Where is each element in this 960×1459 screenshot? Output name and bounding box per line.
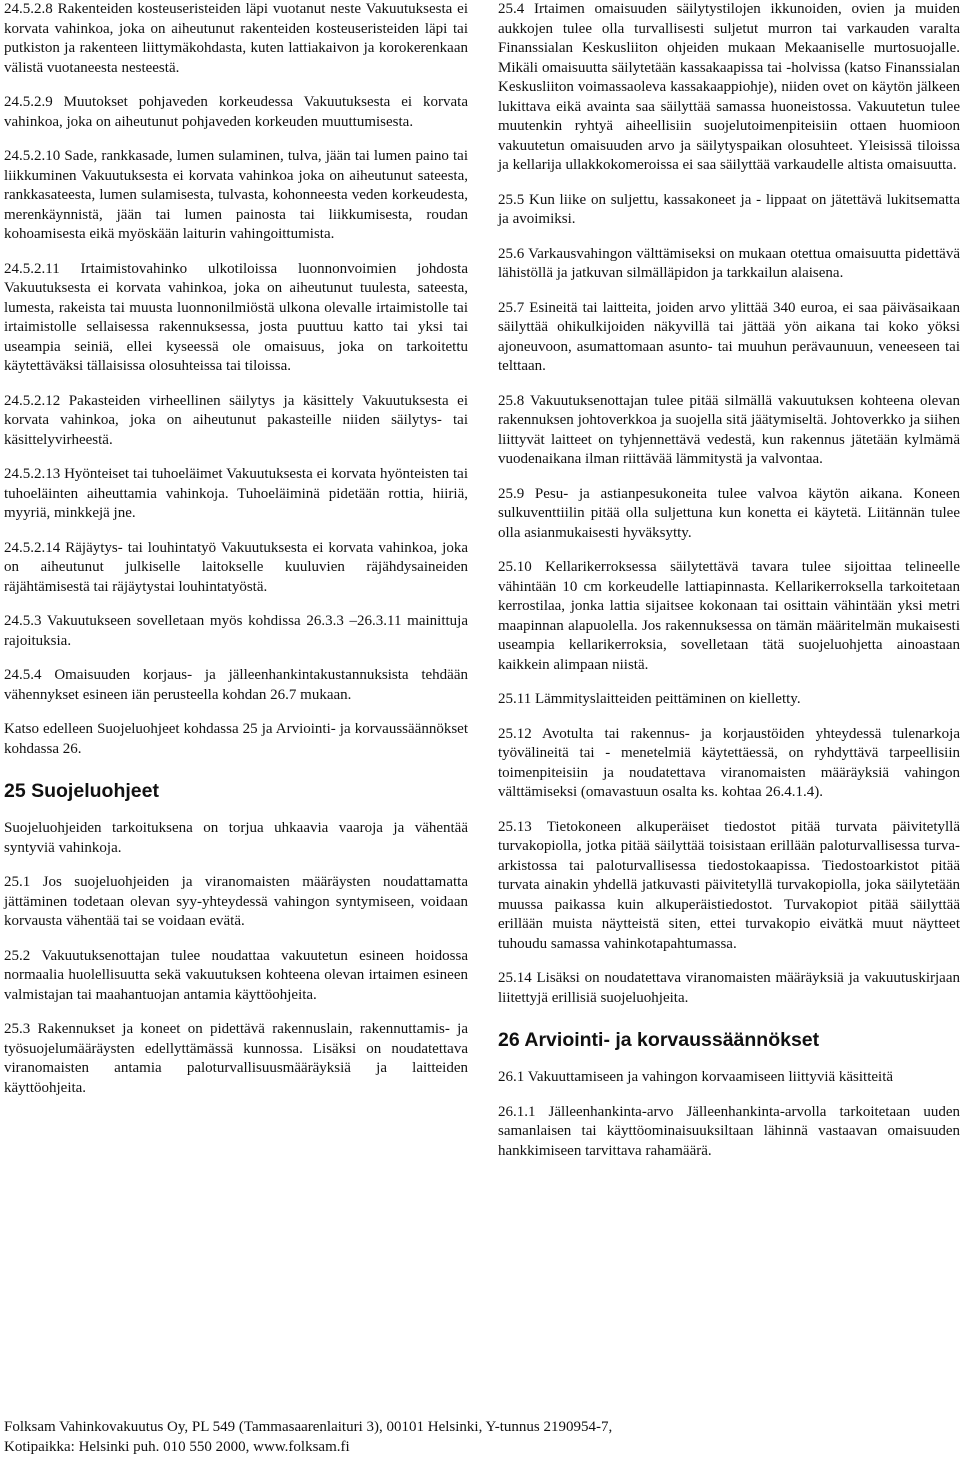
footer-line-contact: Kotipaikka: Helsinki puh. 010 550 2000, www.folksam.fi [4,1439,350,1455]
paragraph-25-10: 25.10 Kellarikerroksessa säilytettävä tavara tulee sijoittaa telineelle vähintään 10 cm korkeudelle lattiapinnasta. Kellarikerroksella tarkoitetaan kerrostilaa, jonka lattia sijaitsee kokonaan tai osittain vähintään yksi metri maapinnan alapuolella. Jos rakennuksessa on tämän määritelmän mukaisesti useampia kellarikerroksia, sovelletaan tätä suojeluohjetta ainoastaan kaikkein alimpaan niistä. [498,559,960,673]
paragraph-25-7: 25.7 Esineitä tai laitteita, joiden arvo ylittää 340 euroa, ei saa päiväsaikaan säilyttää ohikulkijoiden näkyvillä tai jättää yön aikana tai koko yöksi ajoneuvoon, asumattomaan asunto- tai muuhun perävaunuun, veneeseen tai telttaan. [498,299,960,374]
paragraph-24-5-2-9: 24.5.2.9 Muutokset pohjaveden korkeudessa Vakuutuksesta ei korvata vahinkoa, joka on aiheutunut pohjaveden korkeuden muuttumisesta. [4,94,468,130]
left-column [4,0,468,1098]
paragraph-25-12: 25.12 Avotulta tai rakennus- ja korjaustöiden yhteydessä tulenarkoja työvälineitä tai - menetelmiä käytettäessä, on ryhdyttävä tarpeellisiin toimenpiteisiin ja noudatettava viranomaisten määräyksiä vahingon välttämiseksi (omavastuun osalta ks. kohtaa 26.4.1.4). [498,725,960,800]
paragraph-26-1: 26.1 Vakuuttamiseen ja vahingon korvaamiseen liittyviä käsitteitä [498,1069,894,1085]
paragraph-25-6: 25.6 Varkausvahingon välttämiseksi on mukaan otettua omaisuutta pidettävä lähistöllä ja jatkuvan silmälläpidon ja tarkkailun alaisena. [498,245,960,281]
footer-line-address: Folksam Vahinkovakuutus Oy, PL 549 (Tammasaarenlaituri 3), 00101 Helsinki, Y-tunnus 2190954-7, [4,1419,613,1435]
page-footer [4,1417,944,1457]
section-heading-25: 25 Suojeluohjeet [4,780,159,802]
paragraph-25-intro: Suojeluohjeiden tarkoituksena on torjua uhkaavia vaaroja ja vähentää syntyviä vahinkoja. [4,820,468,856]
paragraph-25-11: 25.11 Lämmityslaitteiden peittäminen on kielletty. [498,691,801,707]
paragraph-24-5-2-10: 24.5.2.10 Sade, rankkasade, lumen sulaminen, tulva, jään tai lumen paino tai liikkuminen Vakuutuksesta ei korvata vahinkoa joka on aiheutunut sateesta, rankkasateesta, lumen sulamisesta, tulvasta, kohonneesta veden korkeudesta, merenkäynnistä, jään tai lumen painosta tai liikkumisesta, roudan kohoamisesta eikä myöskään laiturin vahingoittumista. [4,148,468,242]
paragraph-25-3: 25.3 Rakennukset ja koneet on pidettävä rakennuslain, rakennuttamis- ja työsuojelumääräysten edellyttämässä kunnossa. Lisäksi on noudatettava viranomaisten antamia paloturvallisuusmääräyksiä ja laitteiden käyttöohjeita. [4,1021,468,1096]
paragraph-25-4: 25.4 Irtaimen omaisuuden säilytystilojen ikkunoiden, ovien ja muiden aukkojen tulee olla turvallisesti suljetut murron tai varkauden varalta Finanssialan Keskusliiton ohjeiden mukaan Mekaaniselle murtosuojalle. Mikäli omaisuutta säilytetään kassakaapissa tai -holvissa (katso Finanssialan Keskusliiton voimassaoleva kassakaappiohje), niiden ovet on käytön jälkeen lukittava eikä avainta saa säilyttää samassa huoneistossa. Vakuutetun tulee muutenkin ryhtyä aiheellisiin suojelutoimenpiteisiin ottaen huomioon vakuutetun omaisuuden arvo ja säilytyspaikan olosuhteet. Yleisissä tiloissa ja kellarija ullakkokomeroissa ei saa säilyttää varkaudelle altista omaisuutta. [498,1,960,173]
paragraph-24-5-2-14: 24.5.2.14 Räjäytys- tai louhintatyö Vakuutuksesta ei korvata vahinkoa, joka on aiheutunut julkiselle laitokselle kuuluvien räjähdysaineiden räjähtämisestä tai räjäytystai louhintatyöstä. [4,539,468,595]
right-column [498,0,960,1161]
paragraph-24-5-2-12: 24.5.2.12 Pakasteiden virheellinen säilytys ja käsittely Vakuutuksesta ei korvata vahinkoa, joka on aiheutunut pakasteille niiden säilytys- tai käsittelyvirheestä. [4,392,468,448]
paragraph-24-5-4: 24.5.4 Omaisuuden korjaus- ja jälleenhankintakustannuksista tehdään vähennykset esineen iän perusteella kohdan 26.7 mukaan. [4,667,468,703]
paragraph-25-14: 25.14 Lisäksi on noudatettava viranomaisten määräyksiä ja vakuutuskirjaan liitettyjä erillisiä suojeluohjeita. [498,970,960,1006]
paragraph-24-5-2-8: 24.5.2.8 Rakenteiden kosteuseristeiden läpi vuotanut neste Vakuutuksesta ei korvata vahinkoa, joka on aiheutunut rakenteiden kosteuseristeiden läpi tai putkiston ja rakenteen liittymäkohdasta, kuten lattiakaivon ja korokerenkaan välistä vuotaneesta nesteestä. [4,1,468,76]
paragraph-25-9: 25.9 Pesu- ja astianpesukoneita tulee valvoa käytön aikana. Koneen sulkuventtiilin pitää olla suljettuna kun konetta ei käytetä. Liitännän tulee olla asianmukaisesti hyväksytty. [498,485,960,541]
section-heading-26: 26 Arviointi- ja korvaussäännökset [498,1029,820,1051]
paragraph-24-5-3: 24.5.3 Vakuutukseen sovelletaan myös kohdissa 26.3.3 –26.3.11 mainittuja rajoituksia. [4,613,468,649]
paragraph-24-5-2-13: 24.5.2.13 Hyönteiset tai tuhoeläimet Vakuutuksesta ei korvata hyönteisten tai tuhoeläinten aiheuttamia vahinkoja. Tuhoeläiminä pidetään rottia, hiiriä, myyriä, minkkejä jne. [4,466,468,521]
paragraph-25-5: 25.5 Kun liike on suljettu, kassakoneet ja - lippaat on jätettävä lukitsematta ja avoimiksi. [498,191,960,227]
paragraph-see-also: Katso edelleen Suojeluohjeet kohdassa 25 ja Arviointi- ja korvaussäännökset kohdassa 26. [4,721,468,757]
paragraph-24-5-2-11: 24.5.2.11 Irtaimistovahinko ulkotiloissa luonnonvoimien johdosta Vakuutuksesta ei korvata vahinkoa, joka on aiheutunut tuulesta, sateesta, lumesta, rakeista tai muusta luonnonilmiöstä ulkona olevalle irtaimistolle tai irtaimistolle sellaisessa rakennuksessa, josta puuttuu katto tai yksi tai useampia seiniä, ellei kyseessä ole omaisuus, joka on tarkoitettu käytettäväksi tällaisissa olosuhteissa tai tiloissa. [4,260,468,374]
paragraph-25-8: 25.8 Vakuutuksenottajan tulee pitää silmällä vakuutuksen kohteena olevan rakennuksen johtoverkkoa ja suojella sitä jäätymiseltä. Johtoverkko ja siihen liittyvät laitteet on tyhjennettävä vedestä, kun rakennus jätetään kylmämä vuodenaikana ilman riittävää lämmitystä ja valvontaa. [498,392,960,467]
paragraph-25-2: 25.2 Vakuutuksenottajan tulee noudattaa vakuutetun esineen hoidossa normaalia huolellisuutta sekä vakuutuksen kohteena olevan irtaimen esineen valmistajan tai maahantuojan antamia käyttöohjeita. [4,947,468,1003]
paragraph-25-13: 25.13 Tietokoneen alkuperäiset tiedostot pitää turvata päivitetyllä turvakopiolla, jotka pitää säilyttää toisistaan erillään paloturvallisessa turva-arkistossa tai paloturvallisessa tiedostokaapissa. Tiedostoarkistot pitää turvata ainakin yhdellä jatkuvasti päivitetyllä turvakopiolla, joka säilytetään muussa paikassa kuin alkuperäistiedostot. Turvakopiot pitää säilyttää erillään muista näytteistä siten, ettei turvakopio eivätkä muut näytteet tuhoudu samassa vahinkotapahtumassa. [498,818,960,952]
paragraph-25-1: 25.1 Jos suojeluohjeiden ja viranomaisten määräysten noudattamatta jättäminen todetaan olevan syy-yhteydessä vahingon syntymiseen, voidaan korvausta vähentää tai se voidaan evätä. [4,874,468,929]
paragraph-26-1-1: 26.1.1 Jälleenhankinta-arvo Jälleenhankinta-arvolla tarkoitetaan uuden samanlaisen tai käyttöominaisuuksiltaan lähinnä vastaavan omaisuuden hankkimiseen tarvittava rahamäärä. [498,1103,960,1159]
